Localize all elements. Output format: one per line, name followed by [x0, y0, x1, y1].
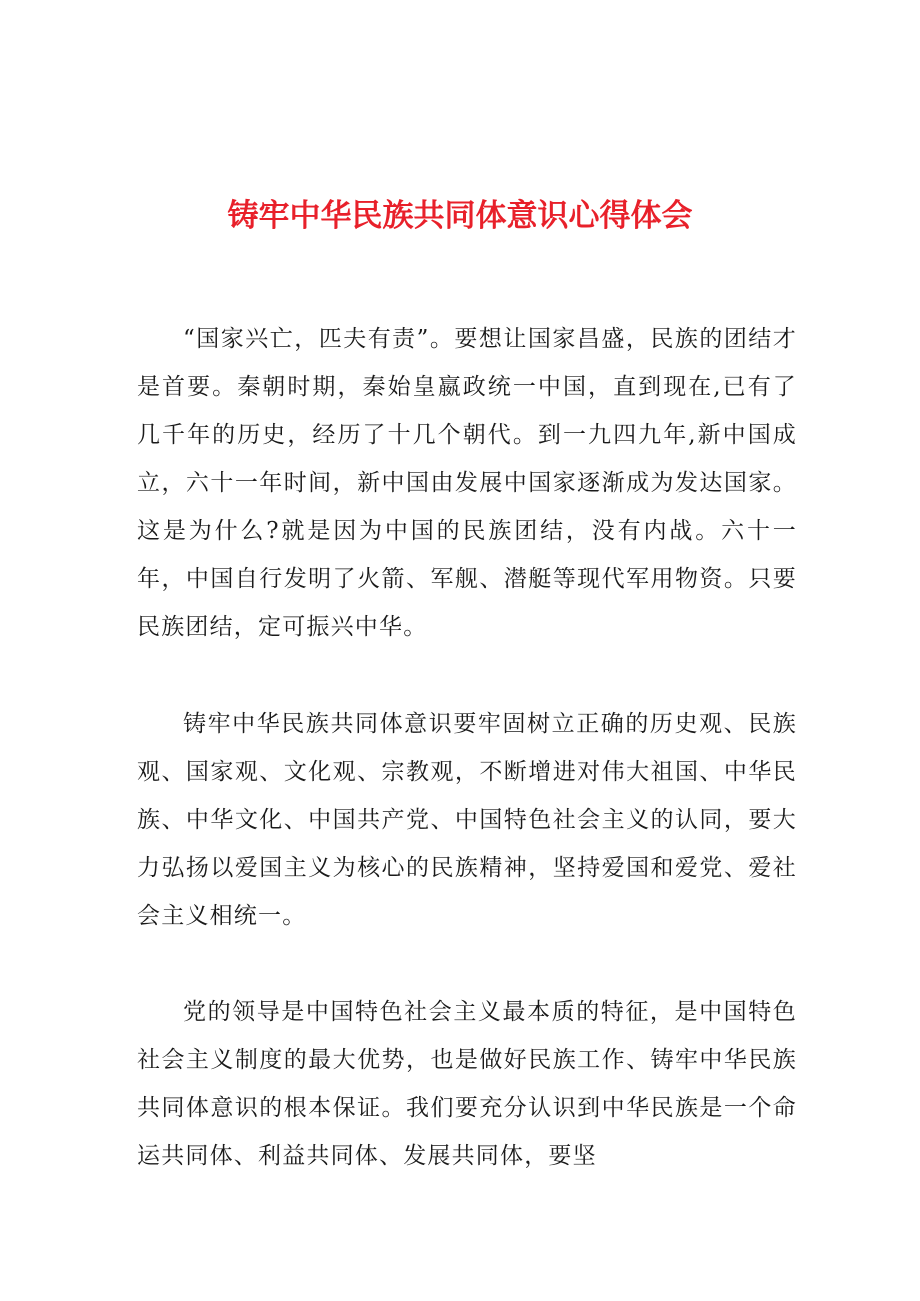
page-title: 铸牢中华民族共同体意识心得体会 [227, 197, 693, 234]
paragraph-1: “国家兴亡，匹夫有责”。要想让国家昌盛，民族的团结才是首要。秦朝时期，秦始皇嬴政统一中国，直到现在,已有了几千年的历史，经历了十几个朝代。到一九四九年,新中国成立，六十一年时间，新中国由发展中国家逐渐成为发达国家。这是为什么?就是因为中国的民族团结，没有内战。六十一年，中国自行发明了火箭、军舰、潜艇等现代军用物资。只要民族团结，定可振兴中华。 [137, 326, 797, 640]
paragraph-2: 铸牢中华民族共同体意识要牢固树立正确的历史观、民族观、国家观、文化观、宗教观，不断增进对伟大祖国、中华民族、中华文化、中国共产党、中国特色社会主义的认同，要大力弘扬以爱国主义为核心的民族精神，坚持爱国和爱党、爱社会主义相统一。 [137, 711, 797, 929]
paragraph-3: 党的领导是中国特色社会主义最本质的特征，是中国特色社会主义制度的最大优势，也是做好民族工作、铸牢中华民族共同体意识的根本保证。我们要充分认识到中华民族是一个命运共同体、利益共同体、发展共同体，要坚 [137, 999, 797, 1169]
